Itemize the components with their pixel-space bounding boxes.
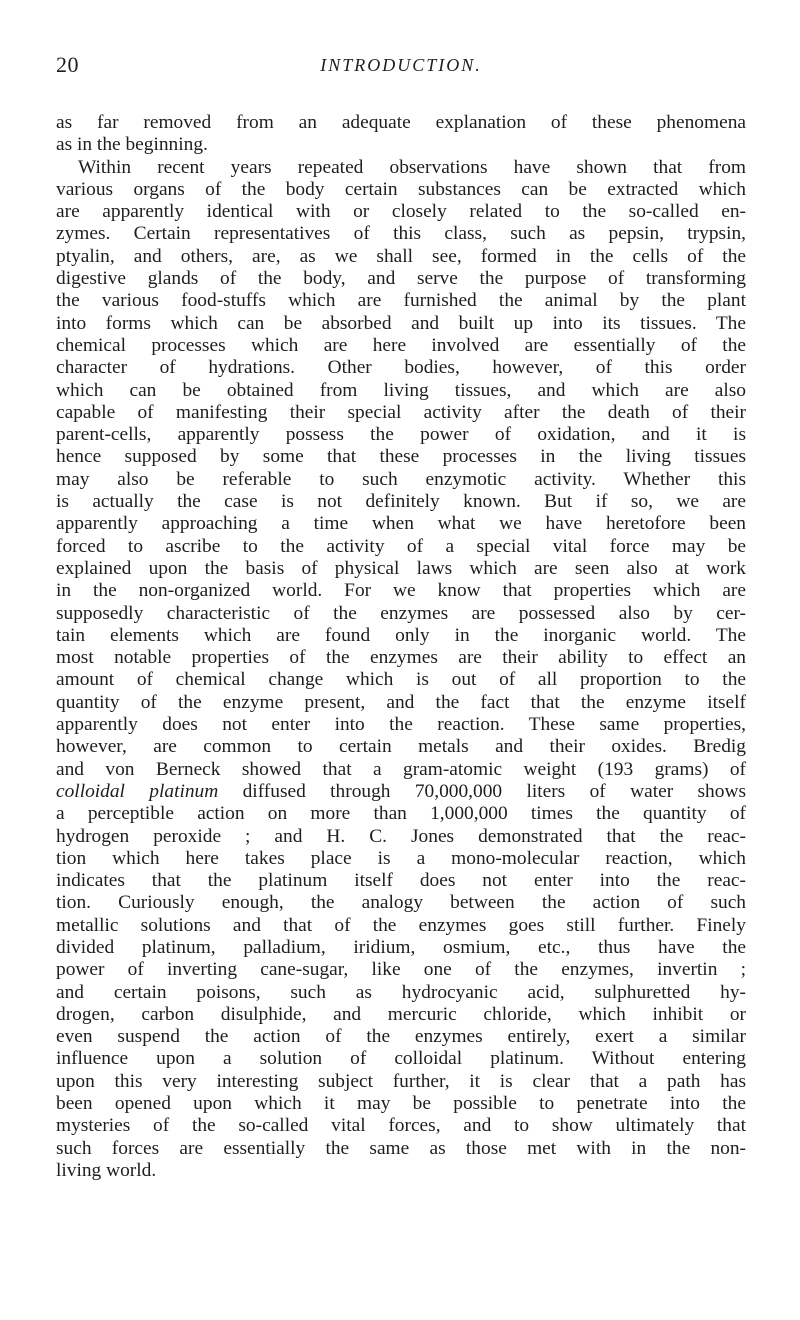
text-line: divided platinum, palladium, iridium, osmium, etc., thus have the <box>56 936 746 958</box>
text-line: even suspend the action of the enzymes entirely, exert a similar <box>56 1026 746 1048</box>
text-line: living world. <box>56 1159 157 1181</box>
text-line: may also be referable to such enzymotic activity. Whether this <box>56 468 746 490</box>
text-line: forced to ascribe to the activity of a special vital force may be <box>56 535 746 557</box>
text-line: tion. Curiously enough, the analogy between the action of such <box>56 892 746 914</box>
line-text: diffused through 70,000,000 liters of water shows <box>218 780 746 802</box>
text-line: amount of chemical change which is out of all proportion to the <box>56 669 746 691</box>
text-line: are apparently identical with or closely related to the so-called en- <box>56 201 746 223</box>
text-line: such forces are essentially the same as those met with in the non- <box>56 1137 746 1159</box>
text-line: parent-cells, apparently possess the power of oxidation, and it is <box>56 424 746 446</box>
text-line: character of hydrations. Other bodies, however, of this order <box>56 357 746 379</box>
text-line: been opened upon which it may be possible to penetrate into the <box>56 1093 746 1115</box>
text-line: apparently does not enter into the reaction. These same properties, <box>56 714 746 736</box>
text-line: ptyalin, and others, are, as we shall see, formed in the cells of the <box>56 245 746 267</box>
text-line: indicates that the platinum itself does not enter into the reac- <box>56 870 746 892</box>
text-line: chemical processes which are here involved are essentially of the <box>56 334 746 356</box>
text-line: tain elements which are found only in the inorganic world. The <box>56 624 746 646</box>
text-line: in the non-organized world. For we know that properties which are <box>56 580 746 602</box>
text-line: capable of manifesting their special activity after the death of their <box>56 401 746 423</box>
text-line: upon this very interesting subject further, it is clear that a path has <box>56 1070 746 1092</box>
text-line: is actually the case is not definitely known. But if so, we are <box>56 491 746 513</box>
text-line: mysteries of the so-called vital forces, and to show ultimately that <box>56 1115 746 1137</box>
text-line: which can be obtained from living tissues, and which are also <box>56 379 746 401</box>
running-head: INTRODUCTION. <box>320 55 482 75</box>
text-line: most notable properties of the enzymes are their ability to effect an <box>56 647 746 669</box>
text-line: explained upon the basis of physical laws which are seen also at work <box>56 557 746 579</box>
text-line: Within recent years repeated observations have shown that from <box>78 156 746 178</box>
text-line: various organs of the body certain substances can be extracted which <box>56 178 746 200</box>
text-line: apparently approaching a time when what we have heretofore been <box>56 513 746 535</box>
text-line: drogen, carbon disulphide, and mercuric chloride, which inhibit or <box>56 1003 746 1025</box>
text-line: hence supposed by some that these processes in the living tissues <box>56 446 746 468</box>
text-line: supposedly characteristic of the enzymes are possessed also by cer- <box>56 602 746 624</box>
text-line: hydrogen peroxide ; and H. C. Jones demonstrated that the reac- <box>56 825 746 847</box>
text-line <box>56 781 746 803</box>
text-line: zymes. Certain representatives of this class, such as pepsin, trypsin, <box>56 223 746 245</box>
text-line: a perceptible action on more than 1,000,000 times the quantity of <box>56 803 746 825</box>
body-text <box>56 112 746 1182</box>
text-line: into forms which can be absorbed and built up into its tissues. The <box>56 312 746 334</box>
text-line: however, are common to certain metals and their oxides. Bredig <box>56 736 746 758</box>
italic-term: colloidal platinum <box>56 780 219 802</box>
text-line: and certain poisons, such as hydrocyanic acid, sulphuretted hy- <box>56 981 746 1003</box>
text-line: and von Berneck showed that a gram-atomic weight (193 grams) of <box>56 758 746 780</box>
text-line: as far removed from an adequate explanation of these phenomena <box>56 112 746 133</box>
text-line: tion which here takes place is a mono-molecular reaction, which <box>56 847 746 869</box>
text-line: power of inverting cane-sugar, like one of the enzymes, invertin ; <box>56 959 746 981</box>
page-number: 20 <box>56 52 79 77</box>
text-line: metallic solutions and that of the enzymes goes still further. Finely <box>56 914 746 936</box>
text-line: the various food-stuffs which are furnished the animal by the plant <box>56 290 746 312</box>
page-header <box>56 50 746 80</box>
text-line: as in the beginning. <box>56 134 208 156</box>
text-line: influence upon a solution of colloidal platinum. Without entering <box>56 1048 746 1070</box>
text-line: digestive glands of the body, and serve the purpose of transforming <box>56 268 746 290</box>
text-line: quantity of the enzyme present, and the fact that the enzyme itself <box>56 691 746 713</box>
